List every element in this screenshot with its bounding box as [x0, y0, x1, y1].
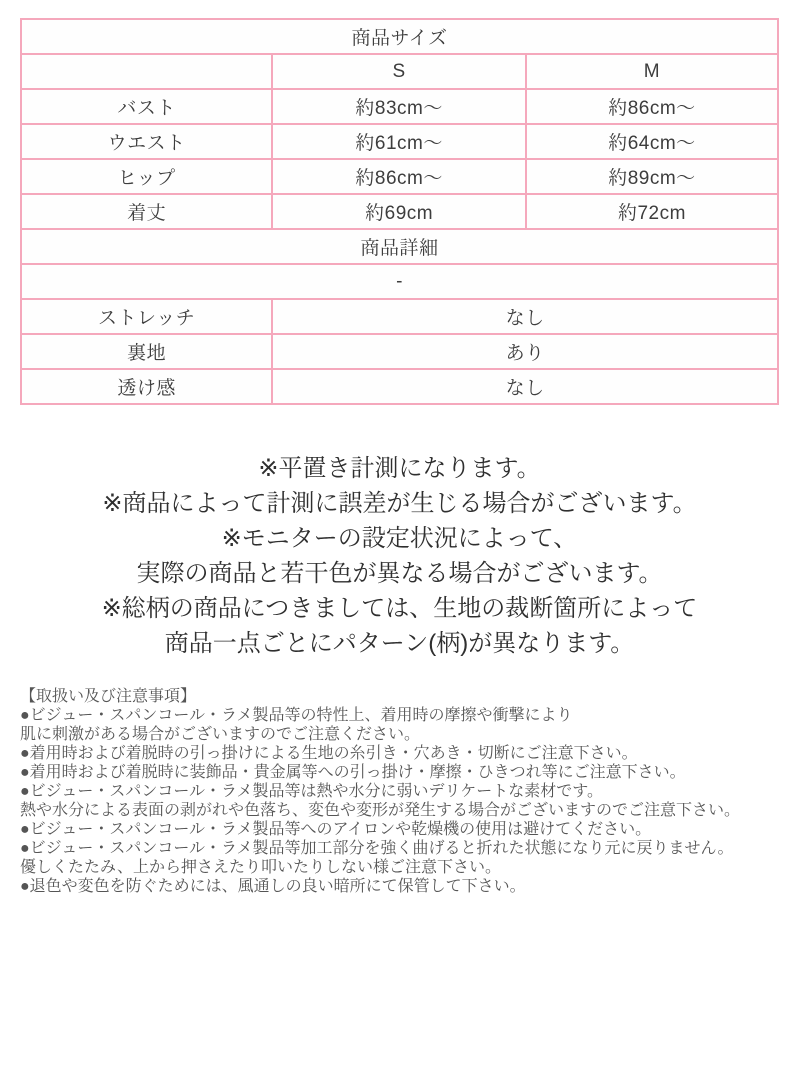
spec-value-m: 約86cm～ — [526, 89, 778, 124]
product-size-table — [20, 18, 779, 405]
note-line: ※商品によって計測に誤差が生じる場合がございます。 — [102, 490, 697, 517]
size-col-header-s: S — [272, 54, 526, 89]
spec-label: 着丈 — [21, 194, 272, 229]
handling-line: ●ビジュー・スパンコール・ラメ製品等は熱や水分に弱いデリケートな素材です。 — [20, 783, 603, 800]
spec-value-m: 約64cm～ — [526, 124, 778, 159]
detail-placeholder-value: - — [21, 264, 778, 299]
detail-label: 裏地 — [21, 334, 272, 369]
detail-value: なし — [272, 369, 778, 404]
handling-line: ●着用時および着脱時に装飾品・貴金属等への引っ掛け・摩擦・ひきつれ等にご注意下さい。 — [20, 764, 686, 781]
table-title: 商品サイズ — [21, 19, 778, 54]
detail-title: 商品詳細 — [21, 229, 778, 264]
detail-placeholder-row — [21, 264, 778, 299]
table-row-bust — [21, 89, 778, 124]
note-line: 実際の商品と若干色が異なる場合がございます。 — [136, 560, 663, 587]
spec-value-s: 約61cm～ — [272, 124, 526, 159]
handling-heading: 【取扱い及び注意事項】 — [20, 688, 197, 705]
spec-label: バスト — [21, 89, 272, 124]
table-row-hip — [21, 159, 778, 194]
handling-notes — [20, 687, 779, 896]
spec-label: ウエスト — [21, 124, 272, 159]
size-col-header-m: M — [526, 54, 778, 89]
table-title-row — [21, 19, 778, 54]
size-header-empty-cell — [21, 54, 272, 89]
note-line: ※総柄の商品につきましては、生地の裁断箇所によって — [101, 595, 698, 622]
table-row-length — [21, 194, 778, 229]
table-row-stretch — [21, 299, 778, 334]
handling-line: ●ビジュー・スパンコール・ラメ製品等へのアイロンや乾燥機の使用は避けてください。 — [20, 821, 652, 838]
spec-value-m: 約72cm — [526, 194, 778, 229]
handling-line: ●退色や変色を防ぐためには、風通しの良い暗所にて保管して下さい。 — [20, 878, 526, 895]
note-line: ※モニターの設定状況によって、 — [221, 525, 578, 552]
table-row-sheerness — [21, 369, 778, 404]
handling-line: ●ビジュー・スパンコール・ラメ製品等加工部分を強く曲げると折れた状態になり元に戻りません。 — [20, 840, 734, 857]
detail-value: なし — [272, 299, 778, 334]
detail-title-row — [21, 229, 778, 264]
handling-line: ●着用時および着脱時の引っ掛けによる生地の糸引き・穴あき・切断にご注意下さい。 — [20, 745, 638, 762]
spec-value-s: 約83cm～ — [272, 89, 526, 124]
spec-value-m: 約89cm～ — [526, 159, 778, 194]
handling-line: 肌に刺激がある場合がございますのでご注意ください。 — [20, 726, 421, 743]
size-header-row — [21, 54, 778, 89]
detail-label: ストレッチ — [21, 299, 272, 334]
table-row-lining — [21, 334, 778, 369]
note-line: 商品一点ごとにパターン(柄)が異なります。 — [164, 630, 635, 657]
spec-value-s: 約69cm — [272, 194, 526, 229]
spec-value-s: 約86cm～ — [272, 159, 526, 194]
table-row-waist — [21, 124, 778, 159]
handling-line: ●ビジュー・スパンコール・ラメ製品等の特性上、着用時の摩擦や衝撃により — [20, 707, 573, 724]
note-line: ※平置き計測になります。 — [258, 455, 541, 482]
detail-label: 透け感 — [21, 369, 272, 404]
measurement-notes — [20, 451, 779, 661]
handling-line: 熱や水分による表面の剥がれや色落ち、変色や変形が発生する場合がございますのでご注意下さい。 — [20, 802, 741, 819]
detail-value: あり — [272, 334, 778, 369]
handling-line: 優しくたたみ、上から押さえたり叩いたりしない様ご注意下さい。 — [20, 859, 501, 876]
spec-label: ヒップ — [21, 159, 272, 194]
